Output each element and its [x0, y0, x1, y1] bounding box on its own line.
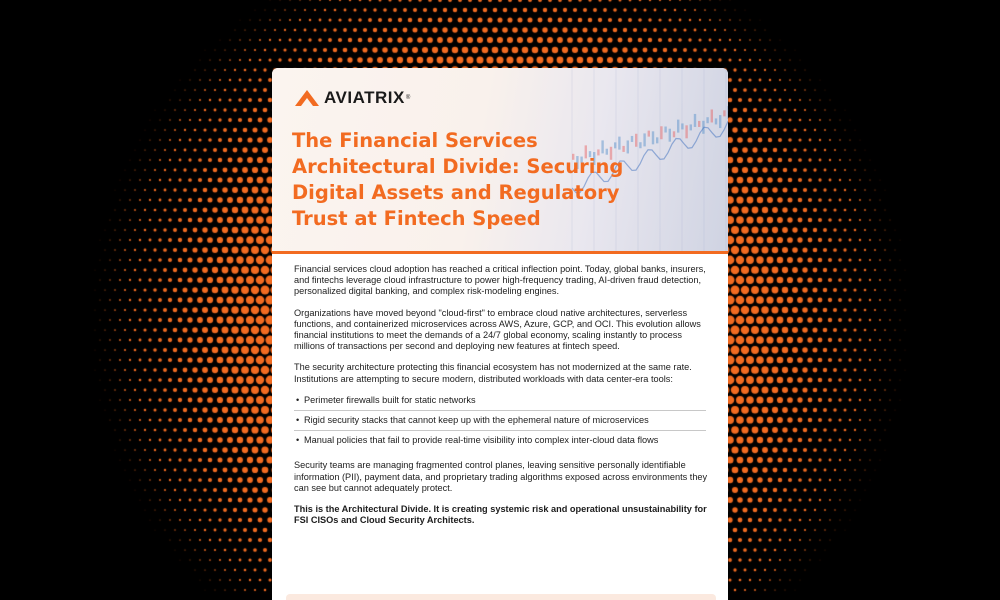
chart-candle — [660, 126, 662, 139]
chart-candle — [673, 131, 675, 137]
chart-candle — [677, 120, 679, 133]
chart-candle — [706, 117, 708, 123]
document-title: The Financial Services Architectural Divide: Securing Digital Assets and Regulatory Trust at Fintech Speed — [292, 129, 624, 230]
chart-candle — [711, 109, 713, 122]
chart-candle — [698, 121, 700, 127]
document-page — [272, 68, 728, 600]
chart-candle — [719, 115, 721, 128]
chart-candle — [664, 127, 666, 133]
list-item: • Rigid security stacks that cannot keep up with the ephemeral nature of microservices — [294, 411, 706, 431]
chart-candle — [656, 137, 658, 143]
paragraph: Organizations have moved beyond "cloud-first" to embrace cloud native architectures, serverless functions, and containerized microservices across AWS, Azure, GCP, and OCI. This evolution allows financial institutions to meet the demands of a 24/7 global economy, scaling instantly to process millions of transactions per second and deploying new features at fintech speed. — [294, 307, 701, 352]
bold-statement: This is the Architectural Divide. It is creating systemic risk and operational unsustainability for FSI CISOs and Cloud Security Architects. — [294, 504, 707, 526]
paragraph: Financial services cloud adoption has reached a critical inflection point. Today, global banks, insurers, and fintechs leverage cloud infrastructure to power high-frequency trading, AI-driven fraud detection, personalized digital banking, and complex risk-modeling engines. — [294, 264, 706, 297]
chart-candle — [694, 114, 696, 127]
chart-candle — [727, 106, 728, 119]
document-body — [272, 254, 728, 526]
bullet-list — [294, 391, 706, 451]
paragraph: Security teams are managing fragmented control planes, leaving sensitive personally identifiable information (PII), payment data, and proprietary trading algorithms exposed across environments they can see but cannot adequately protect. — [294, 460, 708, 493]
chart-candle — [690, 124, 692, 130]
chart-candle — [723, 110, 725, 116]
next-page-edge — [286, 594, 716, 600]
chart-candle — [681, 123, 683, 129]
chart-candle — [715, 118, 717, 124]
list-item: • Manual policies that fail to provide real-time visibility into complex inter-cloud data flows — [294, 431, 706, 450]
list-item: • Perimeter firewalls built for static networks — [294, 391, 706, 411]
document-header — [272, 68, 728, 254]
aviatrix-logo — [294, 88, 410, 108]
logo-wordmark: AVIATRIX — [324, 88, 405, 107]
chart-candle — [652, 131, 654, 144]
paragraph: The security architecture protecting this financial ecosystem has not modernized at the same rate. Institutions are attempting to secure modern, distributed workloads with data center-era tools: — [294, 362, 692, 384]
chart-candle — [669, 129, 671, 142]
aviatrix-chevron-icon — [294, 89, 320, 107]
chart-candle — [685, 125, 687, 138]
trademark-symbol: ® — [405, 95, 411, 101]
